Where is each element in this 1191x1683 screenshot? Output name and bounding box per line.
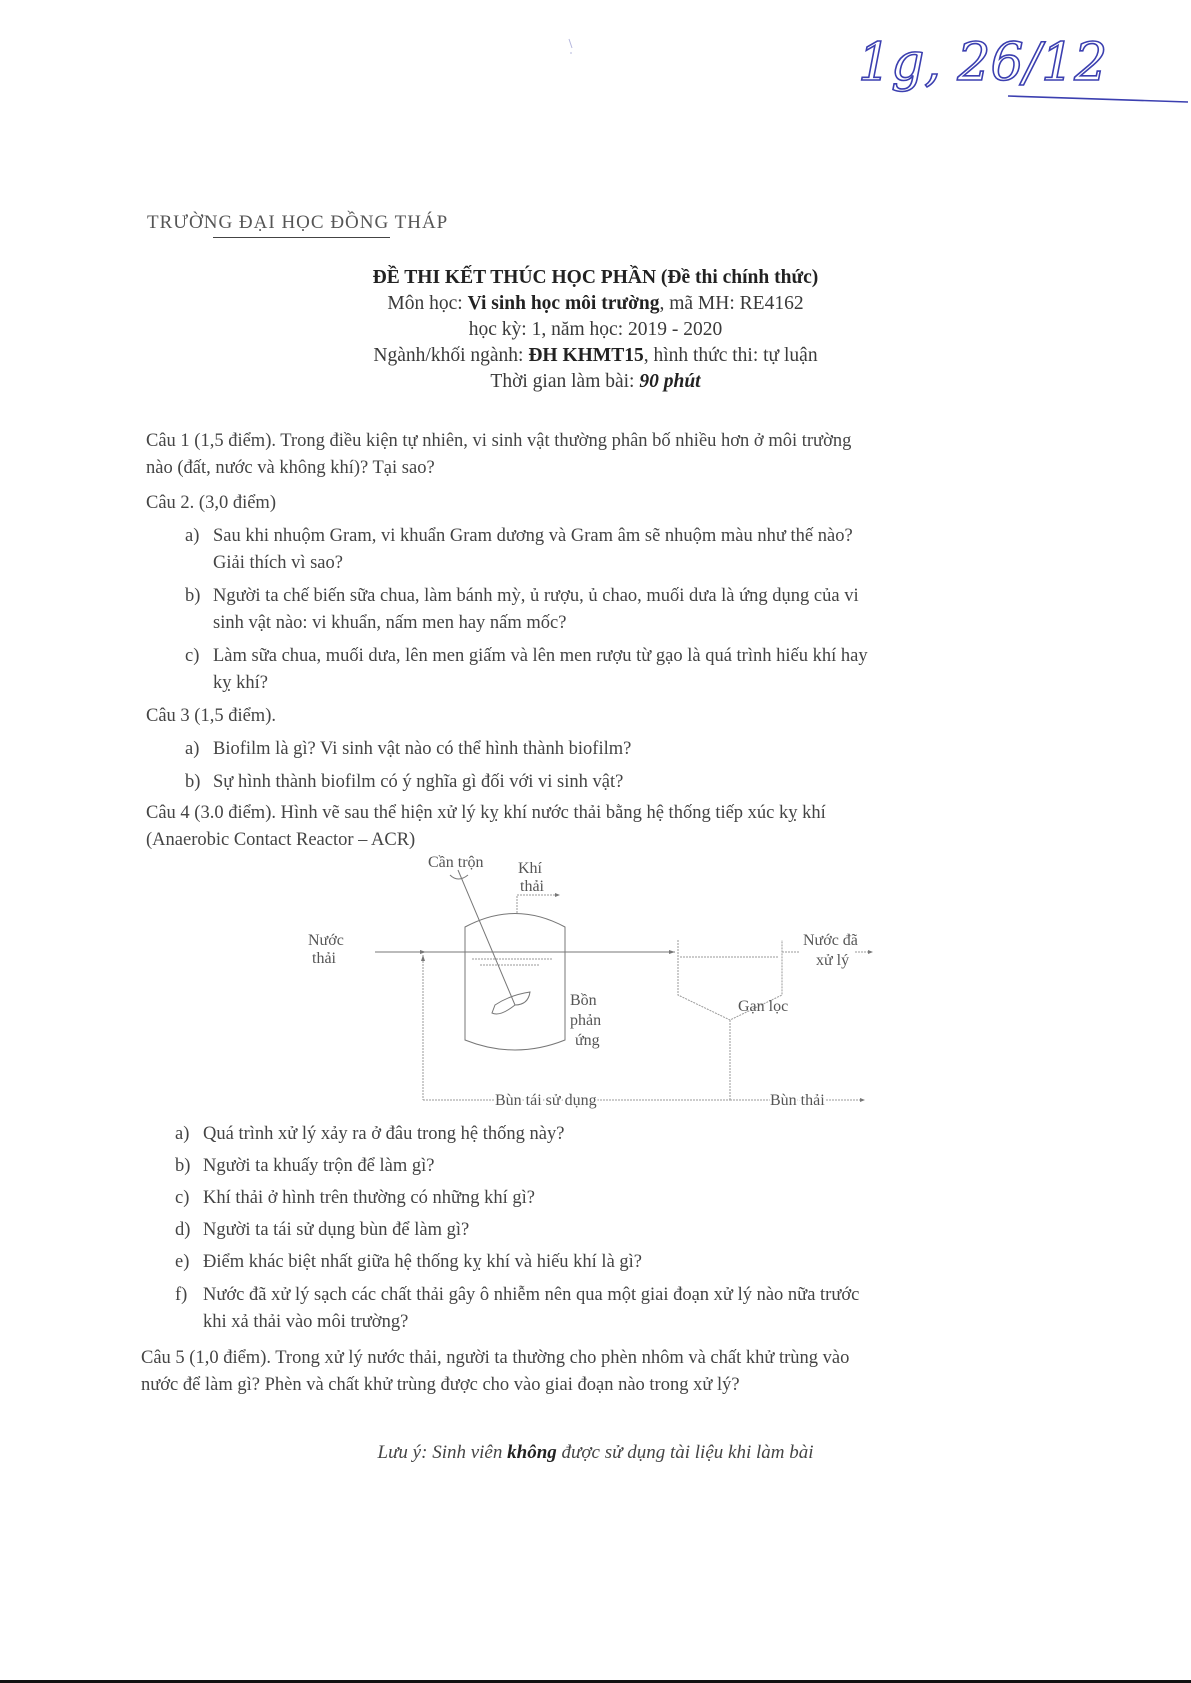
exam-form: , hình thức thi: tự luận xyxy=(643,345,818,366)
effluent-label-2: xử lý xyxy=(816,952,850,969)
question-3a-label: a) xyxy=(185,739,200,759)
exam-note xyxy=(0,1442,1191,1464)
exam-title: ĐỀ THI KẾT THÚC HỌC PHẦN (Đề thi chính thức) xyxy=(372,267,819,288)
question-1 xyxy=(146,428,1046,482)
rotation-arrow-icon xyxy=(450,875,468,879)
question-3-heading: Câu 3 (1,5 điểm). xyxy=(146,706,276,726)
question-5-line-2: nước để làm gì? Phèn và chất khử trùng được cho vào giai đoạn nào trong xử lý? xyxy=(141,1375,740,1395)
major-name: ĐH KHMT15 xyxy=(528,345,644,366)
time-value: 90 phút xyxy=(639,371,701,392)
question-2a-line-2: Giải thích vì sao? xyxy=(213,553,343,573)
question-2-heading: Câu 2. (3,0 điểm) xyxy=(146,493,276,513)
scan-speck xyxy=(568,38,574,56)
question-2a-line-1: Sau khi nhuộm Gram, vi khuẩn Gram dương và Gram âm sẽ nhuộm màu như thế nào? xyxy=(213,526,853,546)
subject-name: Vi sinh học môi trường xyxy=(467,293,660,314)
waste-sludge-arrow-icon xyxy=(860,1098,865,1102)
gas-label-2: thải xyxy=(520,878,544,895)
school-name-underline xyxy=(213,237,390,238)
school-name: TRƯỜNG ĐẠI HỌC ĐỒNG THÁP xyxy=(147,212,449,233)
note-prefix: Lưu ý: Sinh viên xyxy=(377,1442,508,1463)
question-4b-line-1: Người ta khuấy trộn để làm gì? xyxy=(203,1156,435,1176)
reactor-tank xyxy=(465,914,565,1051)
question-4f-label: f) xyxy=(175,1285,188,1305)
subject-line xyxy=(0,291,1191,317)
handwritten-annotation xyxy=(858,18,1188,108)
question-4e-line-1: Điểm khác biệt nhất giữa hệ thống kỵ khí và hiếu khí là gì? xyxy=(203,1252,643,1272)
question-3a-line-1: Biofilm là gì? Vi sinh vật nào có thể hình thành biofilm? xyxy=(213,739,632,759)
effluent-arrow-icon xyxy=(868,950,873,954)
question-2b-line-2: sinh vật nào: vi khuẩn, nấm men hay nấm mốc? xyxy=(213,613,567,633)
question-4b-label: b) xyxy=(175,1156,191,1176)
subject-prefix: Môn học: xyxy=(387,293,468,314)
question-4a-label: a) xyxy=(175,1124,190,1144)
exam-header xyxy=(0,265,1191,395)
question-3b-label: b) xyxy=(185,772,201,792)
question-4f-line-2: khi xả thải vào môi trường? xyxy=(203,1312,409,1332)
recycled-sludge-label: Bùn tái sử dụng xyxy=(495,1092,597,1109)
question-1-line-2: nào (đất, nước và không khí)? Tại sao? xyxy=(146,458,435,478)
mixer-label: Cần trộn xyxy=(428,854,484,871)
reactor-label-3: ứng xyxy=(575,1032,600,1049)
handwritten-note: 1g, 26/12 xyxy=(858,33,1108,93)
question-4-line-1: Câu 4 (3.0 điểm). Hình vẽ sau thể hiện xử lý kỵ khí nước thải bằng hệ thống tiếp xúc kỵ khí xyxy=(146,803,826,823)
acr-diagram xyxy=(308,854,880,1120)
influent-arrow-icon xyxy=(420,950,426,954)
note-suffix: được sử dụng tài liệu khi làm bài xyxy=(556,1442,814,1463)
influent-label-2: thải xyxy=(312,950,336,967)
time-line xyxy=(0,369,1191,395)
waste-sludge-label: Bùn thải xyxy=(770,1092,825,1109)
subject-code: , mã MH: RE4162 xyxy=(659,293,804,314)
question-2a-label: a) xyxy=(185,526,200,546)
recycle-arrow-icon xyxy=(421,955,425,961)
reactor-label-2: phản xyxy=(570,1012,602,1029)
question-2c-line-2: kỵ khí? xyxy=(213,673,268,693)
clarifier-label: Gạn lọc xyxy=(738,998,789,1015)
question-4d-label: d) xyxy=(175,1220,191,1240)
handwritten-underline xyxy=(1008,96,1188,102)
question-4e-label: e) xyxy=(175,1252,190,1272)
gas-arrow-icon xyxy=(555,893,560,897)
question-1-line-1: Câu 1 (1,5 điểm). Trong điều kiện tự nhiên, vi sinh vật thường phân bố nhiều hơn ở môi trường xyxy=(146,431,852,451)
question-4f-line-1: Nước đã xử lý sạch các chất thải gây ô nhiễm nên qua một giai đoạn xử lý nào nữa trước xyxy=(203,1285,860,1305)
major-line xyxy=(0,343,1191,369)
influent-label-1: Nước xyxy=(308,932,344,949)
question-4-line-2: (Anaerobic Contact Reactor – ACR) xyxy=(146,830,416,850)
question-2c-line-1: Làm sữa chua, muối dưa, lên men giấm và lên men rượu từ gạo là quá trình hiếu khí hay xyxy=(213,646,868,666)
transfer-arrow-icon xyxy=(669,950,675,954)
question-4 xyxy=(146,800,1046,854)
time-prefix: Thời gian làm bài: xyxy=(490,371,640,392)
major-prefix: Ngành/khối ngành: xyxy=(373,345,529,366)
question-4d-line-1: Người ta tái sử dụng bùn để làm gì? xyxy=(203,1220,470,1240)
gas-outlet-pipe xyxy=(517,895,555,913)
question-4c-label: c) xyxy=(175,1188,190,1208)
question-4c-line-1: Khí thải ở hình trên thường có những khí gì? xyxy=(203,1188,535,1208)
effluent-label-1: Nước đã xyxy=(803,932,858,949)
reactor-label-1: Bồn xyxy=(570,992,597,1009)
semester-line: học kỳ: 1, năm học: 2019 - 2020 xyxy=(468,319,723,340)
question-5-line-1: Câu 5 (1,0 điểm). Trong xử lý nước thải, người ta thường cho phèn nhôm và chất khử trùng vào xyxy=(141,1348,850,1368)
question-3b-line-1: Sự hình thành biofilm có ý nghĩa gì đối với vi sinh vật? xyxy=(213,772,624,792)
question-4a-line-1: Quá trình xử lý xảy ra ở đâu trong hệ thống này? xyxy=(203,1124,565,1144)
mixer-shaft xyxy=(458,870,515,1005)
question-2b-line-1: Người ta chế biến sữa chua, làm bánh mỳ, ủ rượu, ủ chao, muối dưa là ứng dụng của vi xyxy=(213,586,859,606)
gas-label-1: Khí xyxy=(518,860,542,877)
question-2b-label: b) xyxy=(185,586,201,606)
question-5 xyxy=(141,1345,1041,1399)
question-2c-label: c) xyxy=(185,646,200,666)
note-emphasis: không xyxy=(507,1442,557,1463)
